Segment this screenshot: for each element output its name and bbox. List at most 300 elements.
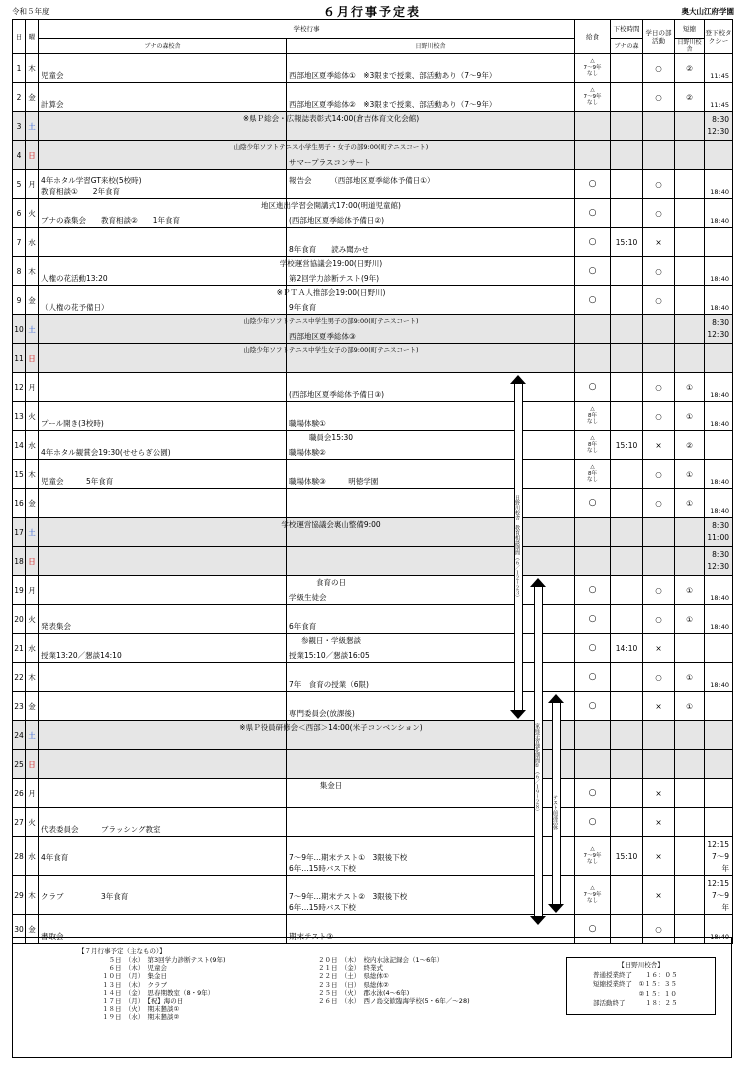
tanshuku-cell xyxy=(675,779,705,808)
kyushoku-mark: ○ xyxy=(588,236,597,247)
date-number: 28 xyxy=(14,851,24,861)
taxi-time: 18:40 xyxy=(710,681,729,689)
gekou-cell xyxy=(611,663,643,692)
taxi-cell xyxy=(705,460,733,489)
day-row xyxy=(13,605,733,634)
dow-cell xyxy=(26,112,39,141)
gekou-time: 15:10 xyxy=(615,440,638,450)
gakunichi-cell xyxy=(643,750,675,779)
hino-event: (西部地区夏季総体予備日②) xyxy=(289,216,385,225)
buna-event: 4年食育 xyxy=(41,853,69,862)
tanshuku-cell xyxy=(675,576,705,605)
gakunichi-mark: ○ xyxy=(655,382,662,392)
tanshuku-cell xyxy=(675,518,705,547)
school-name: 奥大山江府学園 xyxy=(681,7,734,16)
weekday: 木 xyxy=(28,469,36,479)
taxi-cell xyxy=(705,315,733,344)
date-cell xyxy=(13,373,26,402)
hino-time-row: 普通授業終了 １６：０５ xyxy=(593,970,678,979)
hino-event: 6年…15時バス下校 xyxy=(289,864,356,873)
date-number: 29 xyxy=(14,890,24,900)
kyushoku-cell xyxy=(575,460,611,489)
kyushoku-mark: ○ xyxy=(588,497,597,508)
kyushoku-mark: ○ xyxy=(588,816,597,827)
weekday: 水 xyxy=(28,643,36,653)
kyushoku-mark: ○ xyxy=(588,787,597,798)
tanshuku-cell xyxy=(675,112,705,141)
taxi-time: 18:40 xyxy=(710,478,729,486)
tanshuku-cell xyxy=(675,431,705,460)
weekday: 火 xyxy=(28,208,36,218)
col-tanshuku: 短縮 xyxy=(675,20,705,39)
date-cell xyxy=(13,750,26,779)
date-cell xyxy=(13,605,26,634)
buna-event-cell xyxy=(39,460,287,489)
shared-event: 山陰少年ソフトテニス中学生男子の部9:00(町テニスコート) xyxy=(243,317,419,325)
tanshuku-cell xyxy=(675,402,705,431)
taxi-cell xyxy=(705,634,733,663)
shared-event: 山陰少年ソフトテニス小学生男子・女子の部9:00(町テニスコート) xyxy=(233,143,429,151)
day-row xyxy=(13,547,733,576)
kyushoku-note: なし xyxy=(586,71,598,78)
dow-cell xyxy=(26,431,39,460)
tanshuku-mark: ① xyxy=(686,672,693,682)
gakunichi-cell xyxy=(643,721,675,750)
july-title: 【７月行事予定（主なもの）】 xyxy=(78,947,166,955)
dow-cell xyxy=(26,634,39,663)
buna-event-cell xyxy=(39,808,287,837)
day-row xyxy=(13,876,733,915)
date-number: 8 xyxy=(16,266,22,276)
buna-event-cell xyxy=(39,692,287,721)
taxi-cell xyxy=(705,692,733,721)
date-number: 16 xyxy=(14,498,24,508)
hino-event-cell xyxy=(287,54,575,83)
tanshuku-mark: ① xyxy=(686,498,693,508)
gakunichi-cell xyxy=(643,402,675,431)
hino-event-cell xyxy=(287,431,575,460)
kyushoku-cell xyxy=(575,837,611,876)
gekou-cell xyxy=(611,489,643,518)
tanshuku-cell xyxy=(675,373,705,402)
dow-cell xyxy=(26,876,39,915)
weekday: 金 xyxy=(28,924,36,934)
arrow-label-soudan: 日野川校舎 教育相談期間（６／１２～２３） xyxy=(514,494,520,600)
gekou-cell xyxy=(611,518,643,547)
hino-event: 7～9年…期末テスト② 3限後下校 xyxy=(289,892,408,901)
gakunichi-cell xyxy=(643,634,675,663)
kyushoku-mark: ○ xyxy=(588,265,597,276)
kyushoku-mark: ○ xyxy=(588,671,597,682)
hino-event: 西部地区夏季総体② ※3限まで授業、部活動あり（7～9年） xyxy=(289,100,497,109)
kyushoku-mark: ○ xyxy=(588,294,597,305)
weekday: 木 xyxy=(28,672,36,682)
kyushoku-mark: ○ xyxy=(588,178,597,189)
gakunichi-cell xyxy=(643,692,675,721)
date-cell xyxy=(13,112,26,141)
day-row xyxy=(13,199,733,228)
july-events-col2: ２０日 （木） 校内水泳記録会（1～6年） ２１日 （金） 終業式 ２２日 （土） 県総体① ２３日 （日） 県総体② ２５日 （火） 郡水泳(4～6年) ２６日 （水） 西ノ島交歓臨海学校(5・6年／～28) xyxy=(318,956,470,1006)
tanshuku-cell xyxy=(675,605,705,634)
kyushoku-note: △ xyxy=(590,435,595,442)
dow-cell xyxy=(26,750,39,779)
hino-event: 7年 食育の授業（6限) xyxy=(289,680,369,689)
taxi-time: 18:40 xyxy=(710,933,729,941)
buna-event: 人権の花活動13:20 xyxy=(41,274,108,283)
col-taxi: 登下校タクシー xyxy=(705,20,733,54)
weekday: 火 xyxy=(28,411,36,421)
taxi-cell xyxy=(705,54,733,83)
weekday: 月 xyxy=(28,788,36,798)
tanshuku-mark: ① xyxy=(686,701,693,711)
kyushoku-mark: ○ xyxy=(588,207,597,218)
taxi-time: 18:40 xyxy=(710,594,729,602)
date-cell xyxy=(13,808,26,837)
arrow-testmae-head-up xyxy=(548,694,564,703)
gakunichi-mark: × xyxy=(655,788,662,798)
dow-cell xyxy=(26,489,39,518)
date-cell xyxy=(13,228,26,257)
shared-event: 職員会15:30 xyxy=(308,433,354,442)
date-cell xyxy=(13,518,26,547)
date-number: 20 xyxy=(14,614,24,624)
weekday: 木 xyxy=(28,63,36,73)
kyushoku-cell xyxy=(575,286,611,315)
col-kyushoku: 給食 xyxy=(575,20,611,54)
day-row xyxy=(13,721,733,750)
kyushoku-note: △ xyxy=(590,464,595,471)
gekou-cell xyxy=(611,54,643,83)
hino-event: 6年…15時バス下校 xyxy=(289,903,356,912)
buna-event: 4年ホタル学習GT来校(5校時) xyxy=(41,176,142,185)
hino-event: 報告会 （西部地区夏季総体予備日①） xyxy=(289,176,435,185)
gakunichi-mark: ○ xyxy=(655,179,662,189)
kyushoku-cell xyxy=(575,489,611,518)
buna-event-cell xyxy=(39,750,287,779)
taxi-cell xyxy=(705,402,733,431)
tanshuku-cell xyxy=(675,808,705,837)
hino-event-cell xyxy=(287,373,575,402)
shared-event: 学校運営協議会19:00(日野川) xyxy=(279,259,383,268)
day-row xyxy=(13,837,733,876)
date-cell xyxy=(13,344,26,373)
date-number: 13 xyxy=(14,411,24,421)
hino-event-cell xyxy=(287,83,575,112)
hino-event: 6年食育 xyxy=(289,622,317,631)
date-cell xyxy=(13,576,26,605)
date-number: 30 xyxy=(14,924,24,934)
gakunichi-cell xyxy=(643,779,675,808)
tanshuku-mark: ① xyxy=(686,382,693,392)
day-row xyxy=(13,576,733,605)
taxi-cell xyxy=(705,344,733,373)
kyushoku-cell xyxy=(575,721,611,750)
kyushoku-note: なし xyxy=(586,477,598,484)
hino-event-cell xyxy=(287,663,575,692)
date-cell xyxy=(13,199,26,228)
hino-event-cell xyxy=(287,286,575,315)
weekday: 金 xyxy=(28,701,36,711)
kyushoku-cell xyxy=(575,141,611,170)
dow-cell xyxy=(26,344,39,373)
col-gekou: 下校時間 xyxy=(611,20,643,39)
gekou-cell xyxy=(611,199,643,228)
taxi-cell xyxy=(705,228,733,257)
hino-event: 7～9年…期末テスト① 3限後下校 xyxy=(289,853,408,862)
col-date: 日 xyxy=(13,20,26,54)
kyushoku-cell xyxy=(575,228,611,257)
tanshuku-cell xyxy=(675,257,705,286)
hino-event: 授業15:10／懇談16:05 xyxy=(289,651,370,660)
hino-time-row: 部活動終了 １８：２５ xyxy=(593,999,678,1007)
shared-event: 山陰少年ソフトテニス中学生女子の部9:00(町テニスコート) xyxy=(243,346,419,354)
hino-event: 専門委員会(放課後) xyxy=(289,709,355,718)
taxi-cell xyxy=(705,779,733,808)
weekday: 火 xyxy=(28,614,36,624)
taxi-times: 12:15 7～9年 xyxy=(707,840,729,873)
gakunichi-mark: × xyxy=(655,237,662,247)
date-number: 12 xyxy=(14,382,24,392)
tanshuku-cell xyxy=(675,460,705,489)
weekday: 土 xyxy=(28,324,36,334)
dow-cell xyxy=(26,83,39,112)
dow-cell xyxy=(26,663,39,692)
kyushoku-cell xyxy=(575,692,611,721)
buna-event-cell xyxy=(39,663,287,692)
day-row xyxy=(13,228,733,257)
weekday: 日 xyxy=(28,556,36,566)
kyushoku-note: なし xyxy=(586,859,598,866)
taxi-times: 8:30 12:30 xyxy=(707,550,729,571)
hino-event-cell xyxy=(287,344,575,373)
buna-event: 4年ホタル観賞会19:30(せせらぎ公園) xyxy=(41,448,171,457)
day-row xyxy=(13,489,733,518)
kyushoku-cell xyxy=(575,344,611,373)
dow-cell xyxy=(26,228,39,257)
gakunichi-mark: ○ xyxy=(655,411,662,421)
hino-times-box xyxy=(566,957,716,1015)
taxi-times: 12:15 7～9年 xyxy=(707,879,729,912)
gakunichi-mark: × xyxy=(655,701,662,711)
kyushoku-cell xyxy=(575,402,611,431)
hino-event: 職場体験② xyxy=(289,448,326,457)
buna-event-cell xyxy=(39,721,423,750)
kyushoku-note: △ xyxy=(590,406,595,413)
gakunichi-mark: × xyxy=(655,890,662,900)
gakunichi-mark: ○ xyxy=(655,469,662,479)
gekou-time: 14:10 xyxy=(615,643,638,653)
gakunichi-cell xyxy=(643,83,675,112)
buna-event: プール開き(3校時) xyxy=(41,419,104,428)
kyushoku-note: △ xyxy=(590,885,595,892)
date-number: 3 xyxy=(16,121,22,131)
taxi-cell xyxy=(705,170,733,199)
date-number: 26 xyxy=(14,788,24,798)
arrow-soudan-head-up xyxy=(510,375,526,384)
gakunichi-mark: ○ xyxy=(655,266,662,276)
date-cell xyxy=(13,634,26,663)
day-row xyxy=(13,373,733,402)
buna-event-cell xyxy=(39,344,419,373)
kyushoku-note: △ xyxy=(590,58,595,65)
hino-event-cell xyxy=(287,170,575,199)
buna-event-cell xyxy=(39,876,287,915)
buna-event-cell xyxy=(39,489,287,518)
gakunichi-cell xyxy=(643,876,675,915)
hino-event: 職場体験③ 明徳学園 xyxy=(289,477,379,486)
date-cell xyxy=(13,54,26,83)
buna-event-cell xyxy=(39,112,420,141)
hino-event: サマープラスコンサート xyxy=(289,158,371,167)
weekday: 水 xyxy=(28,851,36,861)
gakunichi-mark: ○ xyxy=(655,585,662,595)
date-cell xyxy=(13,460,26,489)
hino-event-cell xyxy=(287,547,575,576)
hino-event-cell xyxy=(287,228,575,257)
gekou-cell xyxy=(611,141,643,170)
taxi-time: 18:40 xyxy=(710,304,729,312)
tanshuku-cell xyxy=(675,634,705,663)
weekday: 土 xyxy=(28,527,36,537)
taxi-cell xyxy=(705,876,733,915)
taxi-cell xyxy=(705,257,733,286)
gakunichi-cell xyxy=(643,518,675,547)
taxi-times: 8:30 11:00 xyxy=(707,521,729,542)
taxi-cell xyxy=(705,750,733,779)
hino-event: 職場体験① xyxy=(289,419,326,428)
tanshuku-cell xyxy=(675,286,705,315)
gekou-cell xyxy=(611,373,643,402)
taxi-time: 18:40 xyxy=(710,217,729,225)
tanshuku-mark: ② xyxy=(686,92,693,102)
tanshuku-cell xyxy=(675,344,705,373)
gakunichi-cell xyxy=(643,141,675,170)
gekou-cell xyxy=(611,112,643,141)
taxi-time: 11:45 xyxy=(710,72,729,80)
gakunichi-cell xyxy=(643,257,675,286)
gekou-cell xyxy=(611,228,643,257)
weekday: 金 xyxy=(28,92,36,102)
taxi-cell xyxy=(705,83,733,112)
hino-event-cell xyxy=(287,315,575,344)
date-cell xyxy=(13,402,26,431)
day-row xyxy=(13,518,733,547)
gakunichi-cell xyxy=(643,808,675,837)
buna-event: 授業13:20／懇談14:10 xyxy=(41,651,122,660)
tanshuku-cell xyxy=(675,83,705,112)
kyushoku-cell xyxy=(575,199,611,228)
shared-event: 食育の日 xyxy=(316,578,346,587)
taxi-cell xyxy=(705,663,733,692)
shared-event: ※県Ｐ総会・広報誌表彰式14:00(倉吉体育文化会館) xyxy=(242,114,420,123)
weekday: 土 xyxy=(28,121,36,131)
hino-event-cell xyxy=(287,518,575,547)
kyushoku-note: 7～9年 xyxy=(583,93,602,100)
col-dow: 曜 xyxy=(26,20,39,54)
date-cell xyxy=(13,876,26,915)
taxi-cell xyxy=(705,112,733,141)
buna-event-cell xyxy=(39,837,287,876)
tanshuku-cell xyxy=(675,547,705,576)
gekou-time: 15:10 xyxy=(615,851,638,861)
gakunichi-cell xyxy=(643,576,675,605)
weekday: 日 xyxy=(28,353,36,363)
buna-event-cell xyxy=(39,518,381,547)
gakunichi-cell xyxy=(643,547,675,576)
tanshuku-cell xyxy=(675,489,705,518)
gekou-cell xyxy=(611,547,643,576)
hino-event-cell xyxy=(287,141,575,170)
hino-event-cell xyxy=(287,402,575,431)
day-row xyxy=(13,779,733,808)
hino-times-title: 【日野川校舎】 xyxy=(618,961,664,969)
kyushoku-cell xyxy=(575,605,611,634)
date-number: 19 xyxy=(14,585,24,595)
tanshuku-mark: ② xyxy=(686,440,693,450)
gekou-cell xyxy=(611,605,643,634)
date-cell xyxy=(13,547,26,576)
date-number: 22 xyxy=(14,672,24,682)
taxi-times: 8:30 12:30 xyxy=(707,318,729,339)
gakunichi-cell xyxy=(643,663,675,692)
gekou-cell xyxy=(611,721,643,750)
shared-event: 学校運営協議会裏山整備9:00 xyxy=(281,520,381,529)
arrow-katei-head-down xyxy=(530,916,546,925)
shared-event: 参観日・学級懇談 xyxy=(301,636,361,645)
dow-cell xyxy=(26,518,39,547)
gakunichi-mark: ○ xyxy=(655,208,662,218)
hino-event: 期末テスト③ xyxy=(289,932,333,941)
gakunichi-cell xyxy=(643,837,675,876)
arrow-label-testmae: テスト前部活休 xyxy=(552,794,558,830)
tanshuku-cell xyxy=(675,663,705,692)
taxi-time: 18:40 xyxy=(710,391,729,399)
date-number: 15 xyxy=(14,469,24,479)
kyushoku-cell xyxy=(575,257,611,286)
taxi-time: 18:40 xyxy=(710,275,729,283)
schedule-table xyxy=(12,19,733,944)
taxi-cell xyxy=(705,808,733,837)
date-number: 2 xyxy=(16,92,22,102)
weekday: 金 xyxy=(28,295,36,305)
kyushoku-note: △ xyxy=(590,846,595,853)
date-number: 5 xyxy=(16,179,22,189)
tanshuku-cell xyxy=(675,750,705,779)
hino-event-cell xyxy=(287,199,575,228)
buna-event: 発表集会 xyxy=(41,622,71,631)
dow-cell xyxy=(26,837,39,876)
gekou-cell xyxy=(611,83,643,112)
buna-event-cell xyxy=(39,83,287,112)
buna-event-cell xyxy=(39,170,287,199)
taxi-time: 18:40 xyxy=(710,420,729,428)
day-row xyxy=(13,315,733,344)
kyushoku-note: 8年 xyxy=(588,412,597,419)
tanshuku-cell xyxy=(675,199,705,228)
gekou-cell xyxy=(611,576,643,605)
date-number: 23 xyxy=(14,701,24,711)
kyushoku-note: 7～9年 xyxy=(583,64,602,71)
taxi-cell xyxy=(705,721,733,750)
buna-event-cell xyxy=(39,373,287,402)
tanshuku-mark: ① xyxy=(686,614,693,624)
tanshuku-mark: ① xyxy=(686,411,693,421)
hino-event-cell xyxy=(287,837,575,876)
taxi-cell xyxy=(705,286,733,315)
weekday: 月 xyxy=(28,585,36,595)
hino-event-cell xyxy=(287,257,575,286)
tanshuku-mark: ① xyxy=(686,585,693,595)
